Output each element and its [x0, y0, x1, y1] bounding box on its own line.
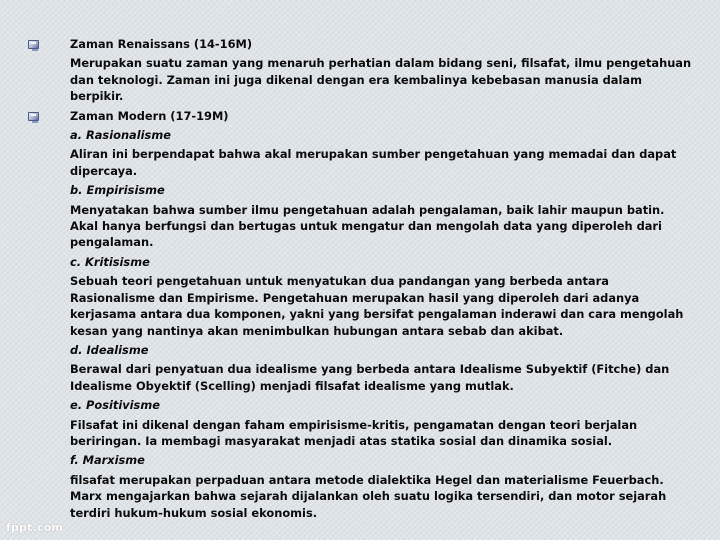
- bullet-icon: [28, 40, 39, 49]
- section-text-rasionalisme: Aliran ini berpendapat bahwa akal merupakan sumber pengetahuan yang memadai dan dapat dipercaya.: [70, 147, 677, 178]
- section-text-positivisme: Filsafat ini dikenal dengan faham empirisisme-kritis, pengamatan dengan teori berjalan beriringan. Ia membagi masyarakat menjadi atas statika sosial dan dinamika sosial.: [70, 417, 638, 448]
- bullet-heading: Zaman Renaissans (14-16M): [70, 37, 253, 51]
- bullet-icon: [28, 112, 39, 121]
- section-text-kritisisme: Sebuah teori pengetahuan untuk menyatukan dua pandangan yang berbeda antara Rasionalisme dan Empirisme. Pengetahuan merupakan hasil yang diperoleh dari adanya kerjasama antara dua komponen, yakni yang bersifat pengalaman inderawi dan cara mengolah kesan yang nantinya akan menimbulkan hubungan antara sebab dan akibat.: [70, 274, 684, 338]
- slide-content: [28, 36, 696, 524]
- bullet-renaissance: [28, 36, 696, 105]
- section-text-marxisme: filsafat merupakan perpaduan antara metode dialektika Hegel dan materialisme Feuerbach. Marx mengajarkan bahwa sejarah dijalankan oleh suatu logika tersendiri, dan motor sejarah terdiri hukum-hukum sosial ekonomis.: [70, 472, 667, 520]
- section-text-idealisme: Berawal dari penyatuan dua idealisme yang berbeda antara Idealisme Subyektif (Fitche) dan Idealisme Obyektif (Scelling) menjadi filsafat idealisme yang mutlak.: [70, 362, 670, 393]
- section-title-idealisme: d. Idealisme: [70, 342, 149, 357]
- bullet-paragraph: Merupakan suatu zaman yang menaruh perhatian dalam bidang seni, filsafat, ilmu pengetahuan dan teknologi. Zaman ini juga dikenal dengan era kembalinya kebebasan manusia dalam berpikir.: [70, 56, 692, 104]
- section-text-empirisisme: Menyatakan bahwa sumber ilmu pengetahuan adalah pengalaman, baik lahir maupun batin. Akal hanya berfungsi dan bertugas untuk mengatur dan mengolah data yang diperoleh dari pengalaman.: [70, 202, 665, 250]
- watermark-logo: fppt.com: [6, 521, 64, 534]
- bullet-heading: Zaman Modern (17-19M): [70, 108, 229, 123]
- section-title-empirisisme: b. Empirisisme: [70, 183, 165, 198]
- section-title-kritisisme: c. Kritisisme: [70, 254, 150, 269]
- section-title-rasionalisme: a. Rasionalisme: [70, 128, 171, 143]
- section-title-marxisme: f. Marxisme: [70, 453, 145, 468]
- bullet-modern: [28, 108, 696, 521]
- section-title-positivisme: e. Positivisme: [70, 398, 160, 413]
